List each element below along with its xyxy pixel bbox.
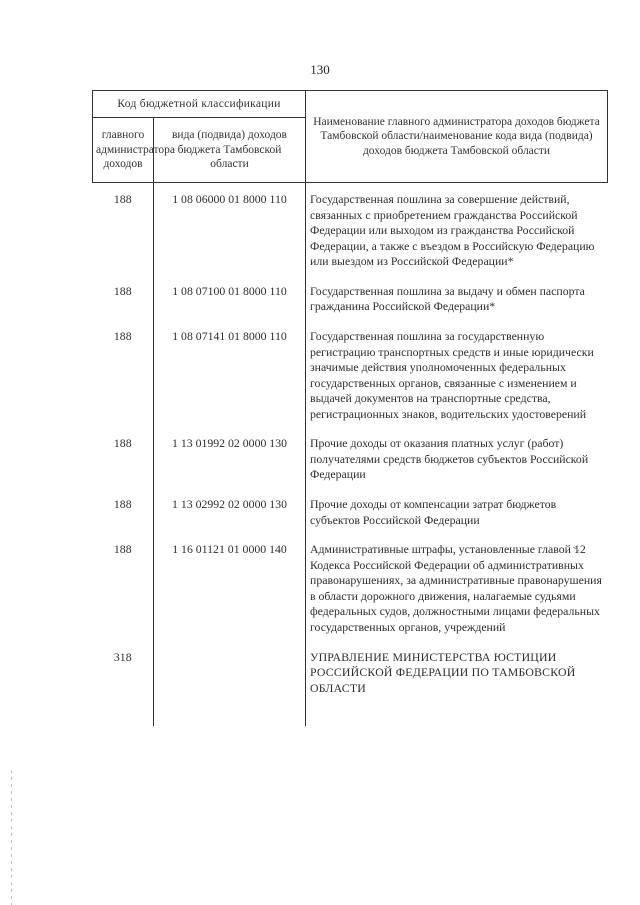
budget-classification-table	[92, 90, 608, 726]
table-row	[93, 489, 608, 534]
admin-code-cell: 188	[93, 489, 154, 534]
name-cell: Прочие доходы от компенсации затрат бюджетов субъектов Российской Федерации	[310, 497, 557, 527]
table-row	[93, 276, 608, 321]
income-type-column-header: вида (подвида) доходов бюджета Тамбовской области	[154, 118, 306, 183]
table-row	[93, 183, 608, 276]
name-column-header: Наименование главного администратора доходов бюджета Тамбовской области/наименование кода вида (подвида) доходов бюджета Тамбовской области	[306, 91, 608, 183]
income-code-cell	[154, 642, 306, 726]
admin-code-cell: 188	[93, 534, 154, 641]
administrator-name-cell: УПРАВЛЕНИЕ МИНИСТЕРСТВА ЮСТИЦИИ РОССИЙСКОЙ ФЕДЕРАЦИИ ПО ТАМБОВСКОЙ ОБЛАСТИ	[310, 649, 576, 695]
income-code-cell: 1 16 01121 01 0000 140	[154, 534, 306, 641]
name-cell: Государственная пошлина за совершение действий, связанных с приобретением гражданства Российской Федерации или выходом из гражданства Российской Федерации, а также с въездом в Российскую Федерацию или выездом из Российской Федерации*	[310, 192, 595, 269]
admin-code-cell: 188	[93, 321, 154, 428]
name-cell: Прочие доходы от оказания платных услуг (работ) получателями средств бюджетов субъектов Российской Федерации	[310, 436, 589, 482]
admin-code-cell: 318	[93, 642, 154, 726]
income-code-cell: 1 08 07100 01 8000 110	[154, 276, 306, 321]
admin-column-header: главного администратора доходов	[93, 118, 154, 183]
scan-margin-artifact	[11, 770, 12, 905]
table-row	[93, 642, 608, 726]
admin-code-cell: 188	[93, 276, 154, 321]
income-code-cell: 1 13 02992 02 0000 130	[154, 489, 306, 534]
table-row	[93, 534, 608, 641]
income-code-cell: 1 13 01992 02 0000 130	[154, 428, 306, 489]
table-row	[93, 428, 608, 489]
admin-code-cell: 188	[93, 183, 154, 276]
table-row	[93, 321, 608, 428]
budget-classification-code-header: Код бюджетной классификации	[93, 91, 306, 118]
name-cell: Государственная пошлина за выдачу и обмен паспорта гражданина Российской Федерации*	[310, 283, 585, 314]
name-cell: Административные штрафы, установленные главой 12 Кодекса Российской Федерации об административных правонарушениях, за административные правонарушения в области дорожного движения, налагаемые судьями федеральных судов, должностными лицами федеральных государственных органов, учреждений	[310, 542, 602, 634]
table-body	[93, 183, 608, 726]
page-number: 130	[310, 62, 330, 77]
income-code-cell: 1 08 07141 01 8000 110	[154, 321, 306, 428]
name-cell: Государственная пошлина за государственную регистрацию транспортных средств и иные юридически значимые действия уполномоченных федеральных государственных органов, связанные с изменением и выдачей документов на транспортные средства, регистрационных знаков, водительских удостоверений	[310, 328, 594, 421]
table-header	[93, 91, 608, 183]
admin-code-cell: 188	[93, 428, 154, 489]
income-code-cell: 1 08 06000 01 8000 110	[154, 183, 306, 276]
